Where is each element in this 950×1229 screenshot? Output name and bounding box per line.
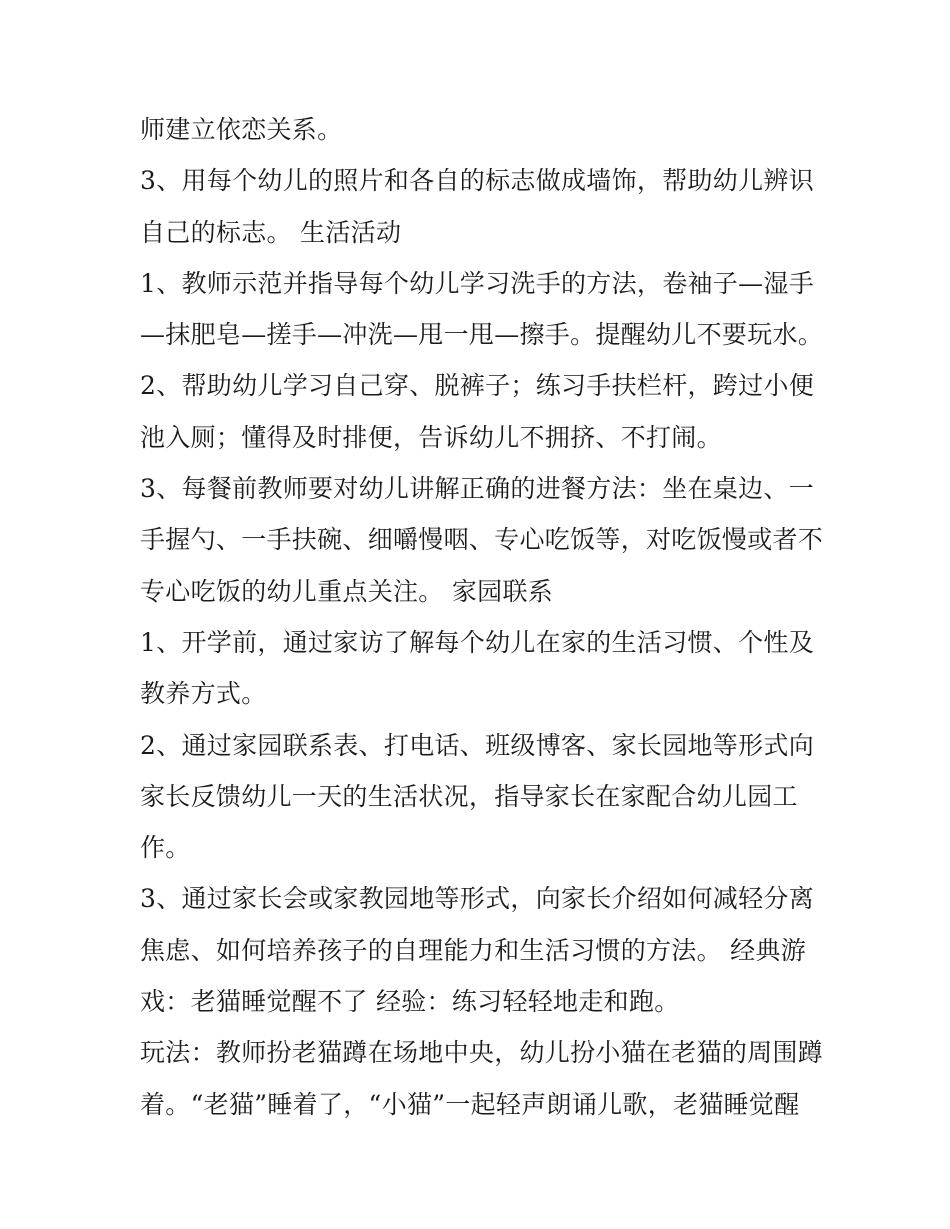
text-line: 3、用每个幼儿的照片和各自的标志做成墙饰，帮助幼儿辨识 [140,166,815,196]
text-line: 师建立依恋关系。 [140,115,343,144]
text-line: —抹肥皂—搓手—冲洗—甩一甩—擦手。提醒幼儿不要玩水。 [140,320,824,350]
text-line: 作。 [140,833,191,863]
text-line: 戏：老猫睡觉醒不了 经验：练习轻轻地走和跑。 [140,987,680,1017]
text-line: 2、帮助幼儿学习自己穿、脱裤子；练习手扶栏杆，跨过小便 [140,371,815,401]
text-line: 1、开学前，通过家访了解每个幼儿在家的生活习惯、个性及 [140,627,815,657]
text-line: 家长反馈幼儿一天的生活状况，指导家长在家配合幼儿园工 [140,781,798,811]
text-line: 玩法：教师扮老猫蹲在场地中央，幼儿扮小猫在老猫的周围蹲 [140,1038,824,1068]
text-line: 教养方式。 [140,679,267,709]
text-line: 1、教师示范并指导每个幼儿学习洗手的方法，卷袖子—湿手 [140,268,815,298]
text-line: 3、每餐前教师要对幼儿讲解正确的进餐方法：坐在桌边、一 [140,474,815,504]
text-line: 着。“老猫”睡着了，“小猫”一起轻声朗诵儿歌，老猫睡觉醒 [140,1089,800,1119]
text-line: 池入厕；懂得及时排便，告诉幼儿不拥挤、不打闹。 [140,422,722,452]
text-line: 专心吃饭的幼儿重点关注。 家园联系 [140,576,554,606]
document-body [140,104,824,1130]
text-line: 手握勺、一手扶碗、细嚼慢咽、专心吃饭等，对吃饭慢或者不 [140,525,824,555]
text-line: 自己的标志。 生活活动 [140,217,402,247]
text-line: 焦虑、如何培养孩子的自理能力和生活习惯的方法。 经典游 [140,935,807,965]
text-line: 3、通过家长会或家教园地等形式，向家长介绍如何减轻分离 [140,884,815,914]
text-line: 2、通过家园联系表、打电话、班级博客、家长园地等形式向 [140,730,815,760]
